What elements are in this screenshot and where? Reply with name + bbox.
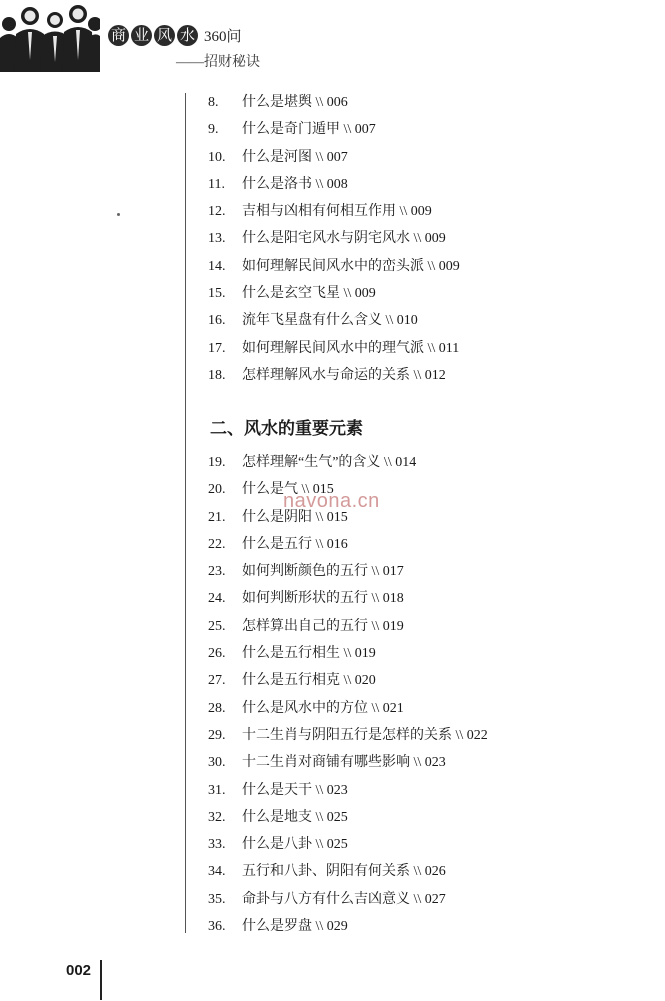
toc-entry <box>208 280 460 307</box>
toc-entry-title: 什么是堪舆 \\ 006 <box>242 95 348 110</box>
toc-entry-title: 什么是五行相克 \\ 020 <box>242 673 376 689</box>
toc-entry-number: 21. <box>208 509 226 525</box>
toc-entry-title: 什么是阴阳 \\ 015 <box>242 509 348 525</box>
title-char: 业 <box>131 25 152 46</box>
toc-entry <box>208 307 460 334</box>
toc-entry-title: 如何判断形状的五行 \\ 018 <box>242 591 404 607</box>
toc-entry <box>208 144 460 171</box>
book-subtitle: ——招财秘诀 <box>176 55 260 70</box>
toc-entry-number: 31. <box>208 782 226 798</box>
toc-entry <box>208 858 488 885</box>
toc-entry <box>208 585 488 612</box>
page-marker <box>100 960 102 1000</box>
page-number: 002 <box>66 962 92 979</box>
toc-entry-title: 什么是玄空飞星 \\ 009 <box>242 286 376 302</box>
toc-entry <box>208 225 460 252</box>
toc-entry-title: 流年飞星盘有什么含义 \\ 010 <box>242 313 418 329</box>
scan-speck <box>117 213 120 216</box>
toc-entry-title: 什么是河图 \\ 007 <box>242 149 348 165</box>
toc-entry <box>208 804 488 831</box>
toc-entry-number: 14. <box>208 258 226 274</box>
toc-entry-number: 22. <box>208 536 226 552</box>
toc-entry-title: 命卦与八方有什么吉凶意义 \\ 027 <box>242 891 446 907</box>
toc-list-part2 <box>208 449 488 940</box>
toc-entry <box>208 531 488 558</box>
toc-entry-number: 10. <box>208 149 226 165</box>
toc-entry-title: 十二生肖对商铺有哪些影响 \\ 023 <box>242 755 446 771</box>
toc-entry <box>208 913 488 940</box>
toc-entry <box>208 613 488 640</box>
toc-entry-number: 26. <box>208 646 226 662</box>
toc-list-part1 <box>208 89 460 389</box>
toc-entry-number: 11. <box>208 176 225 192</box>
toc-entry-number: 13. <box>208 231 226 247</box>
toc-entry-number: 18. <box>208 367 226 383</box>
toc-entry-number: 28. <box>208 700 226 716</box>
toc-entry <box>208 695 488 722</box>
toc-entry-title: 如何判断颜色的五行 \\ 017 <box>242 564 404 580</box>
toc-entry-number: 12. <box>208 204 226 220</box>
toc-entry-title: 什么是洛书 \\ 008 <box>242 176 348 192</box>
toc-entry-title: 如何理解民间风水中的理气派 \\ 011 <box>242 340 460 356</box>
toc-entry-number: 23. <box>208 564 226 580</box>
toc-entry-number: 35. <box>208 891 226 907</box>
toc-entry <box>208 722 488 749</box>
toc-entry <box>208 335 460 362</box>
toc-entry-title: 吉相与凶相有何相互作用 \\ 009 <box>242 204 432 220</box>
toc-entry-title: 什么是地支 \\ 025 <box>242 809 348 825</box>
toc-entry-title: 五行和八卦、阴阳有何关系 \\ 026 <box>242 864 446 880</box>
toc-entry-number: 16. <box>208 313 226 329</box>
toc-entry <box>208 777 488 804</box>
businessmen-photo <box>0 0 100 72</box>
title-char: 商 <box>108 25 129 46</box>
toc-entry <box>208 89 460 116</box>
series-number: 360问 <box>204 28 242 45</box>
toc-entry-number: 30. <box>208 755 226 771</box>
toc-entry-title: 如何理解民间风水中的峦头派 \\ 009 <box>242 258 460 274</box>
toc-entry <box>208 171 460 198</box>
toc-entry-number: 9. <box>208 122 219 138</box>
toc-entry-number: 17. <box>208 340 226 356</box>
toc-entry <box>208 362 460 389</box>
toc-entry <box>208 253 460 280</box>
toc-entry-title: 什么是天干 \\ 023 <box>242 782 348 798</box>
toc-entry <box>208 831 488 858</box>
toc-entry-number: 27. <box>208 673 226 689</box>
toc-entry-title: 什么是罗盘 \\ 029 <box>242 919 348 935</box>
toc-entry-title: 十二生肖与阴阳五行是怎样的关系 \\ 022 <box>242 727 488 743</box>
watermark: navona.cn <box>283 490 380 512</box>
toc-entry-title: 什么是阳宅风水与阴宅风水 \\ 009 <box>242 231 446 247</box>
toc-entry-title: 怎样算出自己的五行 \\ 019 <box>242 618 404 634</box>
toc-entry <box>208 667 488 694</box>
book-title <box>108 22 242 48</box>
toc-entry-title: 什么是气 \\ 015 <box>242 482 334 498</box>
toc-entry-title: 什么是风水中的方位 \\ 021 <box>242 700 404 716</box>
toc-entry-title: 怎样理解风水与命运的关系 \\ 012 <box>242 367 446 383</box>
toc-entry <box>208 198 460 225</box>
toc-entry-number: 25. <box>208 618 226 634</box>
toc-entry-number: 34. <box>208 864 226 880</box>
toc-entry <box>208 749 488 776</box>
toc-entry-title: 怎样理解“生气”的含义 \\ 014 <box>242 455 417 470</box>
margin-rule <box>185 93 186 933</box>
running-header <box>0 0 665 80</box>
toc-entry-title: 什么是八卦 \\ 025 <box>242 837 348 853</box>
toc-entry-number: 19. <box>208 455 226 470</box>
toc-entry <box>208 886 488 913</box>
toc-entry-title: 什么是奇门遁甲 \\ 007 <box>242 122 376 138</box>
section-heading: 二、风水的重要元素 <box>210 419 363 439</box>
toc-entry-title: 什么是五行 \\ 016 <box>242 536 348 552</box>
toc-entry-number: 33. <box>208 837 226 853</box>
toc-entry-title: 什么是五行相生 \\ 019 <box>242 646 376 662</box>
toc-entry-number: 15. <box>208 286 226 302</box>
toc-entry <box>208 558 488 585</box>
toc-entry <box>208 116 460 143</box>
toc-entry-number: 24. <box>208 591 226 607</box>
toc-entry-number: 32. <box>208 809 226 825</box>
toc-entry-number: 20. <box>208 482 226 498</box>
toc-entry-number: 36. <box>208 919 226 935</box>
toc-entry <box>208 640 488 667</box>
toc-entry-number: 29. <box>208 727 226 743</box>
toc-entry <box>208 449 488 476</box>
title-char: 水 <box>177 25 198 46</box>
toc-entry-number: 8. <box>208 95 219 110</box>
title-char: 风 <box>154 25 175 46</box>
